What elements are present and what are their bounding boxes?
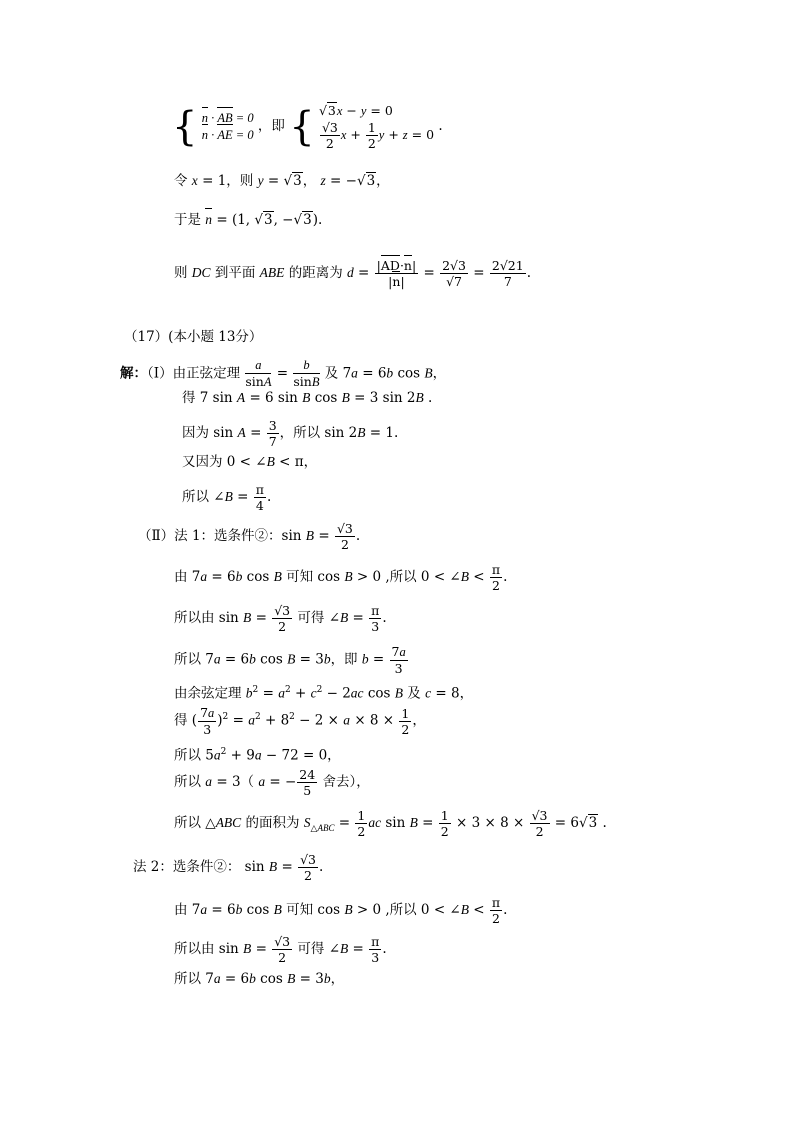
line-ling: 令 x = 1，则 y = √3， z = −√3， — [174, 173, 390, 189]
cond-line-2: n · AE = 0 — [201, 127, 254, 142]
question-17-heading: （17）(本小题 13分） — [124, 329, 263, 345]
right-brace: { — [289, 103, 315, 150]
method-2-line-2: 所以由 sin B = $\frac{√3}{2}$ 可得 ∠B = $\frac{\pi}{3}$ . — [174, 934, 387, 965]
line-distance: 则 DC 到平面 ABE 的距离为 d = $\frac{|AD\cdot n|}{|n|}$ = $\frac{2√3}{√7}$ = $\frac{2√21}{7}$ . — [174, 258, 532, 289]
part-1-line-1: 解：（Ⅰ）由正弦定理 $\frac{a}{\sin A}$ = $\frac{b}{\sin B}$ 及 7a = 6b cos B， — [120, 358, 447, 389]
part-2-line-3: 所以 7a = 6b cos B = 3b，即 b = $\frac{7a}{3}$ — [174, 644, 406, 676]
condition-lines — [202, 110, 254, 144]
part-2-line-8: 所以 △ABC 的面积为 $S_{\triangle ABC}$ = $\frac{1}{2}$ ac sin B = $\frac{1}{2}$ × 3 × 8 × $\frac{√3}{2}$ = 6√3 . — [174, 808, 607, 839]
part-2-heading: （Ⅱ）法 1：选条件②：sin B = $\frac{√3}{2}$ . — [138, 521, 361, 552]
method-2-heading: 法 2：选条件②： sin B = $\frac{√3}{2}$ . — [133, 852, 324, 883]
cond-line-1: n · AB = 0 — [201, 110, 254, 125]
method-2-line-3: 所以 7a = 6b cos B = 3b， — [174, 971, 345, 987]
part-1-line-5: 所以 ∠B = $\frac{\pi}{4}$ . — [182, 482, 272, 513]
method-2-line-1: 由 7a = 6b cos B 可知 cos B > 0 ,所以 0 < ∠B < $\frac{\pi}{2}$ . — [174, 895, 508, 926]
part-1-line-3: 因为 sin A = $\frac{3}{7}$ ，所以 sin 2B = 1. — [182, 418, 399, 449]
eq-line-1: √3x − y = 0 — [318, 103, 393, 118]
part-1-line-4: 又因为 0 < ∠B < π， — [182, 454, 318, 470]
part-2-line-1: 由 7a = 6b cos B 可知 cos B > 0 ,所以 0 < ∠B < $\frac{\pi}{2}$ . — [174, 562, 508, 593]
eq-line-2: $\frac{√3}{2}$ x + $\frac{1}{2}$ y + z = 0 — [321, 120, 435, 151]
part-2-line-2: 所以由 sin B = $\frac{√3}{2}$ 可得 ∠B = $\frac{\pi}{3}$ . — [174, 603, 387, 634]
part-2-line-7: 所以 a = 3（ a = − $\frac{24}{5}$ 舍去）， — [174, 767, 370, 798]
part-1-line-2: 得 7 sin A = 6 sin B cos B = 3 sin 2B . — [182, 390, 433, 406]
part-2-line-5: 得 ( $\frac{7a}{3}$ )$^2 = a^2 + 8^2 - 2 \times a \times 8$ × $\frac{1}{2}$ ， — [174, 705, 426, 737]
equation-lines — [319, 102, 434, 151]
line-yushi: 于是 n = (1, √3, −√3). — [174, 212, 323, 228]
part-2-line-4: 由余弦定理 $b^2 = a^2 + c^2 - 2ac$ cos B 及 c = 8， — [174, 685, 474, 702]
condition-system: { n · AB = 0 n · AE = 0 ，即 { √3x − y = 0 $\frac{√3}{2}$ x + $\frac{1}{2}$ y + z = 0 . — [172, 103, 443, 151]
ji-text: ，即 — [257, 118, 285, 134]
part-2-line-6: 所以 $5a^2 + 9a - 72 = 0$， — [174, 747, 341, 764]
left-brace: { — [172, 103, 198, 150]
